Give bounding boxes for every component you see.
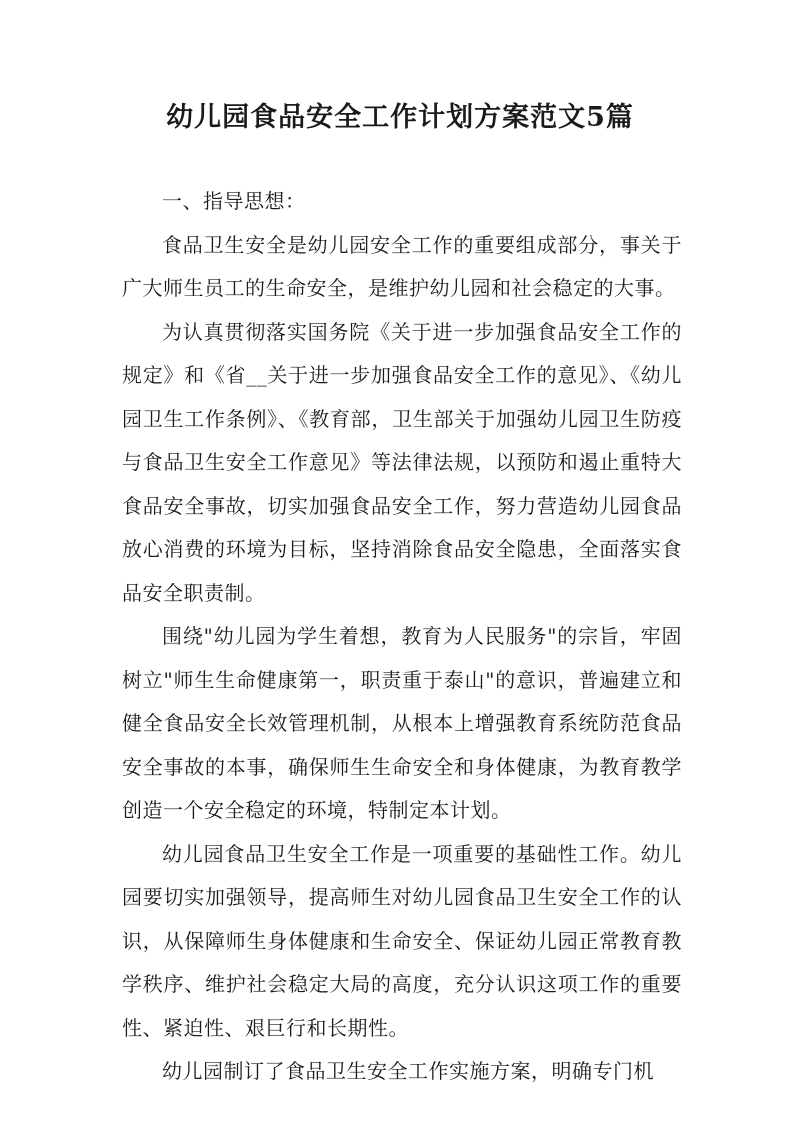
paragraph: 幼儿园食品卫生安全工作是一项重要的基础性工作。幼儿园要切实加强领导，提高师生对幼儿园食品卫生安全工作的认识，从保障师生身体健康和生命安全、保证幼儿园正常教育教学秩序、维护社会稳定大局的高度，充分认识这项工作的重要性、紧迫性、艰巨行和长期性。 [122, 841, 682, 1040]
document-title: 幼儿园食品安全工作计划方案范文5篇 [166, 102, 634, 133]
document-body [122, 180, 682, 1094]
paragraph: 食品卫生安全是幼儿园安全工作的重要组成部分，事关于广大师生员工的生命安全，是维护幼儿园和社会稳定的大事。 [122, 232, 682, 300]
section-heading-guiding-ideology: 一、指导思想： [162, 189, 306, 213]
paragraph: 为认真贯彻落实国务院《关于进一步加强食品安全工作的规定》和《省__关于进一步加强食品安全工作的意见》、《幼儿园卫生工作条例》、《教育部，卫生部关于加强幼儿园卫生防疫与食品卫生安全工作意见》等法律法规，以预防和遏止重特大食品安全事故，切实加强食品安全工作，努力营造幼儿园食品放心消费的环境为目标，坚持消除食品安全隐患，全面落实食品安全职责制。 [122, 319, 682, 605]
paragraph: 幼儿园制订了食品卫生安全工作实施方案，明确专门机 [162, 1059, 654, 1083]
paragraph: 围绕"幼儿园为学生着想，教育为人民服务"的宗旨，牢固树立"师生生命健康第一，职责重于泰山"的意识，普遍建立和健全食品安全长效管理机制，从根本上增强教育系统防范食品安全事故的本事，确保师生生命安全和身体健康，为教育教学创造一个安全稳定的环境，特制定本计划。 [122, 624, 682, 822]
